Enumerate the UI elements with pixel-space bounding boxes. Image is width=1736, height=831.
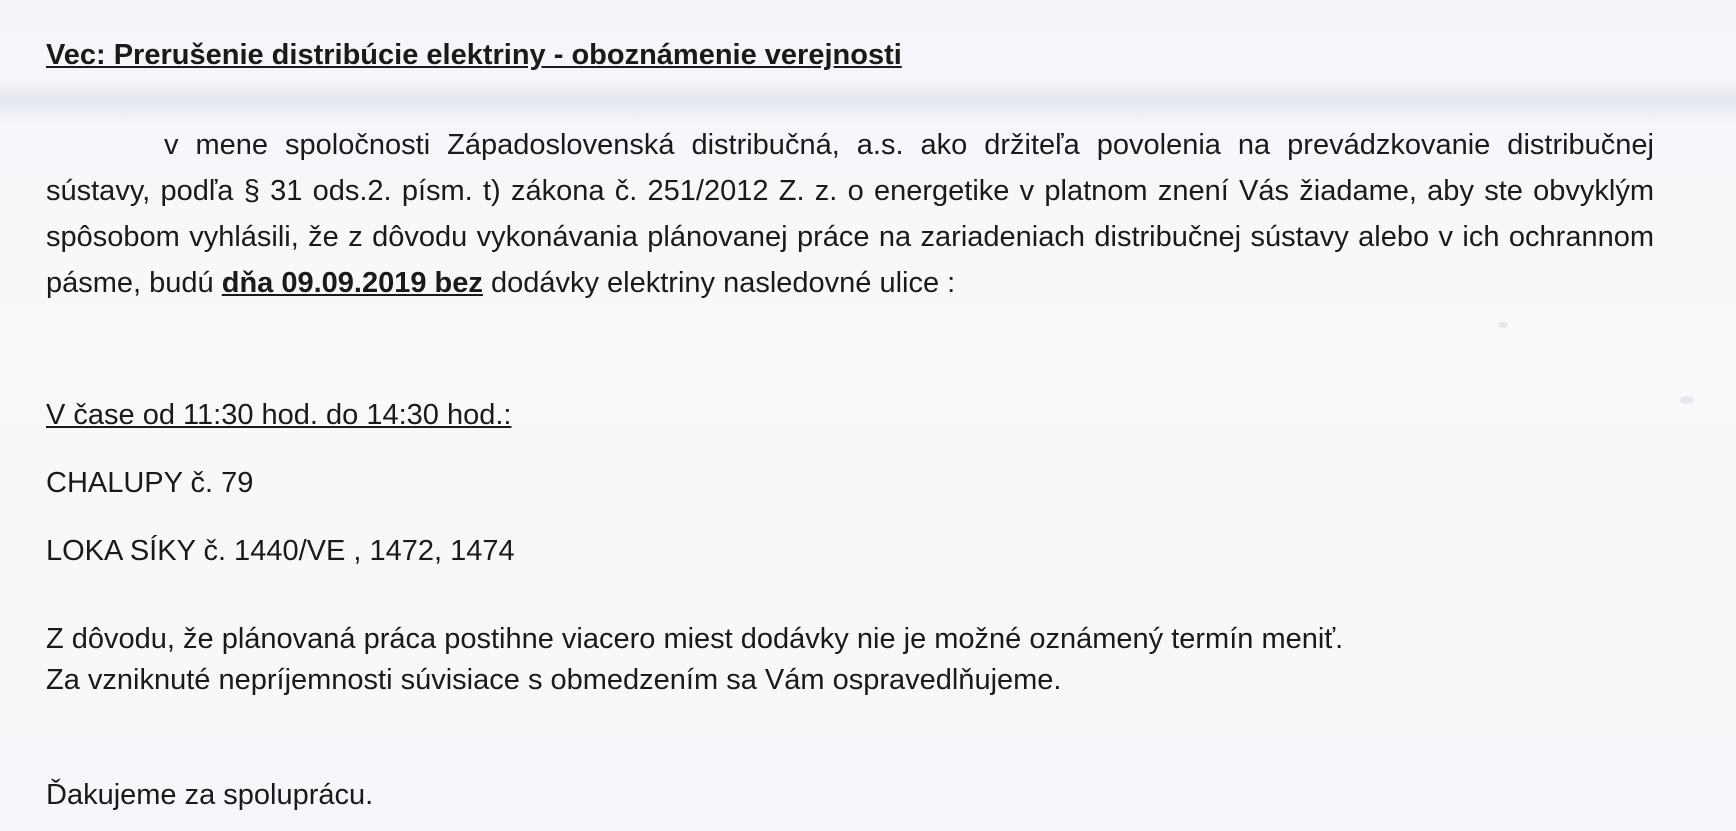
scan-artifact-band xyxy=(0,78,1736,124)
outage-date-emphasis: dňa 09.09.2019 bez xyxy=(221,267,483,299)
letter-body-paragraph xyxy=(46,122,1654,306)
note-line-2: Za vzniknuté nepríjemnosti súvisiace s obmedzením sa Vám ospravedlňujeme. xyxy=(46,664,1062,696)
scan-speck xyxy=(1680,396,1694,404)
body-text-before: v mene spoločnosti Západoslovenská distribučná, a.s. ako držiteľa povolenia na prevádzkovanie distribučnej sústavy, podľa § 31 ods.2. písm. t) zákona č. 251/2012 Z. z. o energetike v platnom znení Vás žiadame, aby ste obvyklým spôsobom vyhlásili, že z dôvodu vykonávania plánovanej práce na zariadeniach distribučnej sústavy alebo v ich ochrannom pásme, budú xyxy=(46,129,1654,299)
street-item: LOKA SÍKY č. 1440/VE , 1472, 1474 xyxy=(46,535,515,567)
note-line-1: Z dôvodu, že plánovaná práca postihne viacero miest dodávky nie je možné oznámený termín meniť. xyxy=(46,623,1344,655)
outage-time-range: V čase od 11:30 hod. do 14:30 hod.: xyxy=(46,399,512,431)
body-text-after: dodávky elektriny nasledovné ulice : xyxy=(490,267,956,299)
letter-subject: Vec: Prerušenie distribúcie elektriny - oboznámenie verejnosti xyxy=(46,39,902,71)
street-item: CHALUPY č. 79 xyxy=(46,467,254,499)
closing-thanks: Ďakujeme za spoluprácu. xyxy=(46,779,374,811)
scan-speck xyxy=(1498,322,1508,328)
